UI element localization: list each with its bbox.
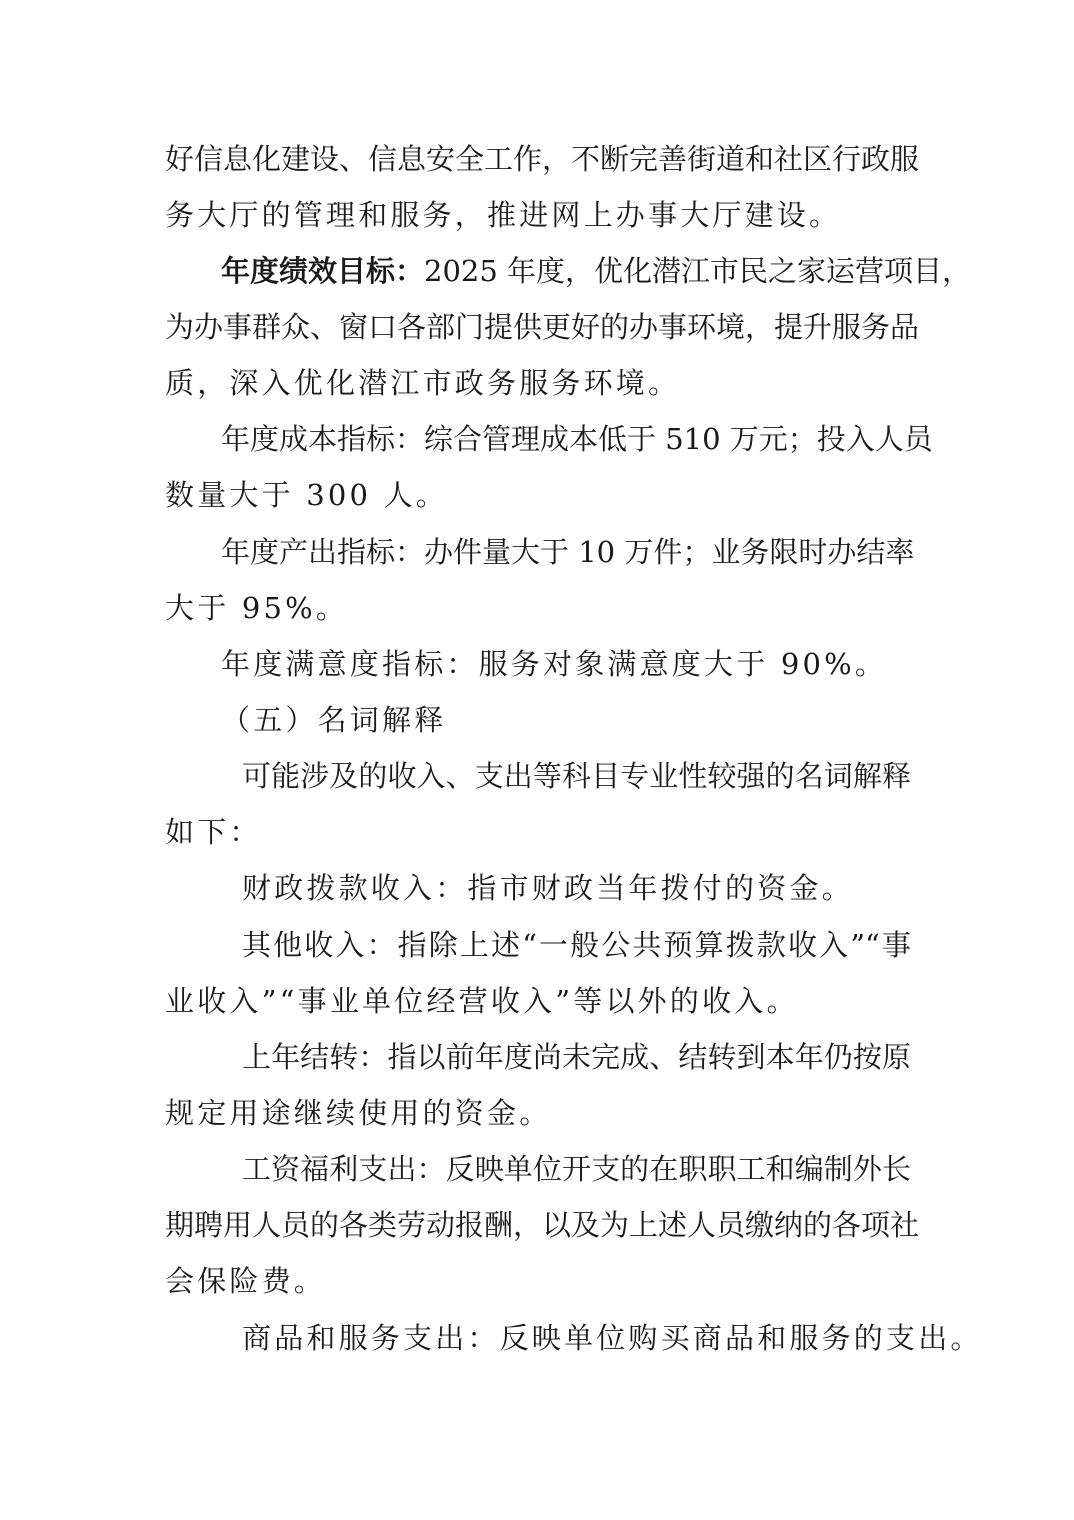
performance-goal-line-3: 质，深入优化潜江市政务服务环境。 (165, 366, 681, 400)
other-income-line-2: 业收入”“事业单位经营收入”等以外的收入。 (165, 984, 799, 1018)
performance-goal-label: 年度绩效目标： (221, 254, 425, 288)
prior-year-carryover-line-2: 规定用途继续使用的资金。 (165, 1096, 552, 1130)
intro-line-2: 务大厅的管理和服务，推进网上办事大厅建设。 (165, 198, 842, 232)
performance-goal-line-1 (221, 253, 972, 289)
other-income-line-1: 其他收入：指除上述“一般公共预算拨款收入”“事 (242, 928, 911, 962)
cost-indicator-line-2: 数量大于 300 人。 (165, 478, 448, 512)
intro-line-1: 好信息化建设、信息安全工作，不断完善街道和社区行政服 (165, 142, 920, 176)
wage-welfare-line-3: 会保险费。 (165, 1264, 327, 1298)
cost-indicator-line-1: 年度成本指标：综合管理成本低于 510 万元；投入人员 (221, 422, 933, 456)
fiscal-allocation-line-1: 财政拨款收入：指市财政当年拨付的资金。 (242, 871, 854, 905)
glossary-intro-line-2: 如下： (165, 815, 262, 849)
wage-welfare-line-1: 工资福利支出：反映单位开支的在职职工和编制外长 (242, 1152, 911, 1186)
wage-welfare-line-2: 期聘用人员的各类劳动报酬，以及为上述人员缴纳的各项社 (165, 1208, 920, 1242)
section-five-heading: （五）名词解释 (221, 703, 447, 737)
glossary-intro-line-1: 可能涉及的收入、支出等科目专业性较强的名词解释 (242, 759, 911, 793)
goods-services-line-1: 商品和服务支出：反映单位购买商品和服务的支出。 (242, 1321, 983, 1355)
performance-goal-text: 2025 年度，优化潜江市民之家运营项目， (424, 254, 972, 288)
prior-year-carryover-line-1: 上年结转：指以前年度尚未完成、结转到本年仍按原 (242, 1040, 911, 1074)
output-indicator-line-2: 大于 95%。 (165, 591, 349, 625)
output-indicator-line-1: 年度产出指标：办件量大于 10 万件；业务限时办结率 (221, 535, 915, 569)
performance-goal-line-2: 为办事群众、窗口各部门提供更好的办事环境，提升服务品 (165, 310, 920, 344)
satisfaction-indicator-line-1: 年度满意度指标：服务对象满意度大于 90%。 (221, 647, 888, 681)
